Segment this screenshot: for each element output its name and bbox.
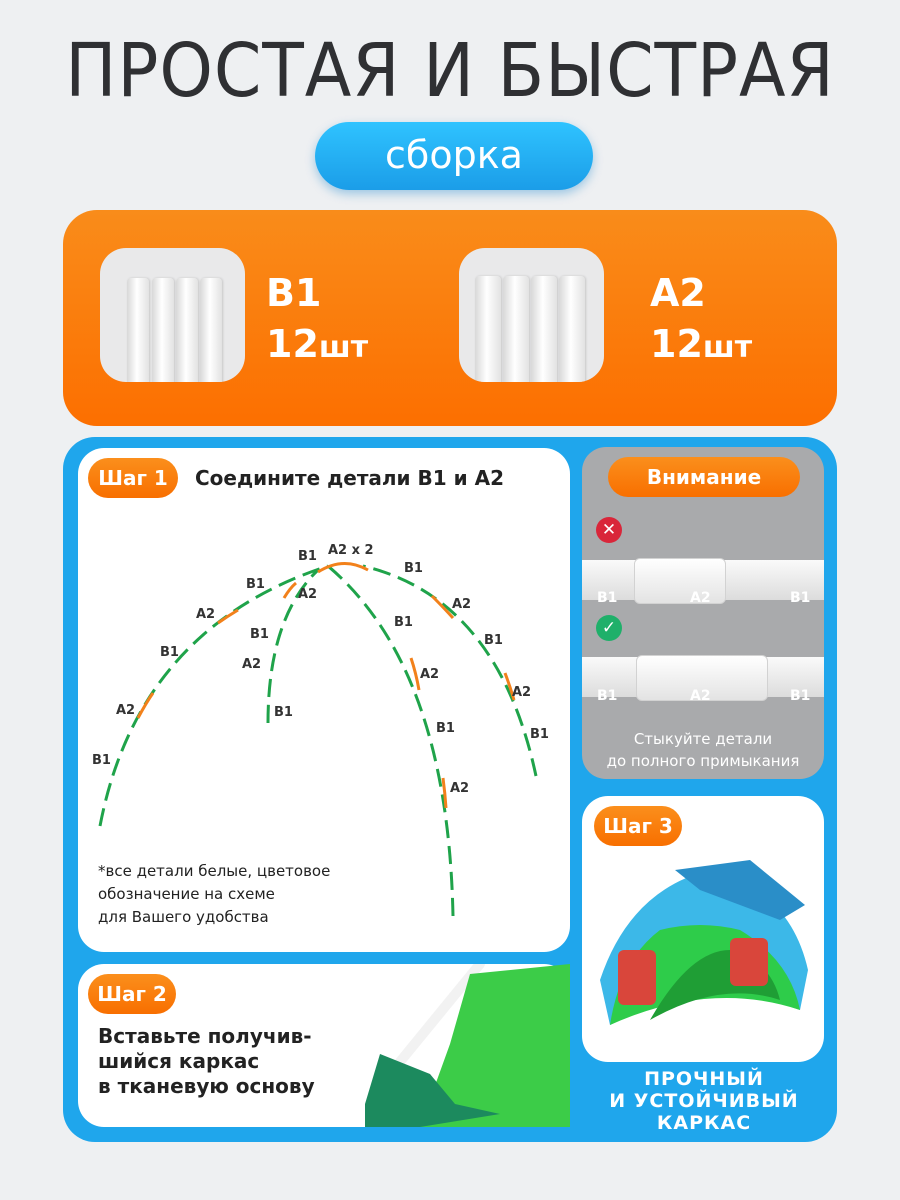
label-top: A2 x 2 xyxy=(328,543,374,558)
cross-icon: ✕ xyxy=(596,517,622,543)
arc-left-a2-seg-2 xyxy=(218,610,238,623)
label-b1: B1 xyxy=(394,615,413,630)
part-a2-image xyxy=(459,248,604,382)
label-b1: B1 xyxy=(597,590,618,606)
label-b1: B1 xyxy=(484,633,503,648)
arc-inner-a2-seg xyxy=(284,583,296,598)
label-b1: B1 xyxy=(298,549,317,564)
arc-right xyxy=(363,566,536,776)
label-b1: B1 xyxy=(404,561,423,576)
step1-tag: Шаг 1 xyxy=(88,458,178,498)
step3-tag: Шаг 3 xyxy=(594,806,682,846)
top-connector xyxy=(318,563,368,572)
label-b1: B1 xyxy=(597,688,618,704)
label-a2: A2 xyxy=(420,667,440,682)
step1-heading: Соедините детали B1 и A2 xyxy=(195,466,505,490)
label-b1: B1 xyxy=(246,577,265,592)
arc-middle xyxy=(328,566,453,916)
label-a2: A2 xyxy=(690,590,711,606)
check-icon: ✓ xyxy=(596,615,622,641)
arc-left-a2-seg xyxy=(138,693,153,718)
arc-right-a2-seg xyxy=(432,596,453,618)
label-a2: A2 xyxy=(452,597,472,612)
part-b1-image xyxy=(100,248,245,382)
arc-left xyxy=(100,566,328,826)
label-b1: B1 xyxy=(160,645,179,660)
label-b1: B1 xyxy=(790,590,811,606)
part-b1-info xyxy=(266,268,368,371)
label-b1: B1 xyxy=(92,753,111,768)
step3-caption: ПРОЧНЫЙ И УСТОЙЧИВЫЙ КАРКАС xyxy=(609,1068,799,1134)
tent-illustration xyxy=(590,850,818,1050)
step1-note: *все детали белые, цветовое обозначение на схеме для Вашего удобства xyxy=(98,862,331,926)
label-a2: A2 xyxy=(450,781,470,796)
label-b1: B1 xyxy=(530,727,549,742)
attention-tag: Внимание xyxy=(608,457,800,497)
part-b1-code: B1 xyxy=(266,271,322,315)
pole-insert-illustration xyxy=(360,964,570,1127)
page-title: ПРОСТАЯ И БЫСТРАЯ xyxy=(65,28,835,114)
label-a2: A2 xyxy=(196,607,216,622)
label-a2: A2 xyxy=(298,587,318,602)
step2-tag: Шаг 2 xyxy=(88,974,176,1014)
label-a2: A2 xyxy=(242,657,262,672)
label-a2: A2 xyxy=(512,685,532,700)
subtitle-pill: сборка xyxy=(315,122,593,190)
label-a2: A2 xyxy=(690,688,711,704)
attention-note: Стыкуйте детали до полного примыкания xyxy=(606,730,800,770)
label-b1: B1 xyxy=(250,627,269,642)
part-a2-info xyxy=(650,268,752,371)
part-a2-code: A2 xyxy=(650,271,706,315)
label-b1: B1 xyxy=(274,705,293,720)
part-a2-qty: 12шт xyxy=(650,322,753,367)
label-b1: B1 xyxy=(790,688,811,704)
label-a2: A2 xyxy=(116,703,136,718)
label-b1: B1 xyxy=(436,721,455,736)
wrong-joint-sleeve xyxy=(634,558,726,604)
part-b1-qty: 12шт xyxy=(266,322,369,367)
step2-text: Вставьте получив- шийся каркас в тканевую основу xyxy=(98,1024,315,1098)
